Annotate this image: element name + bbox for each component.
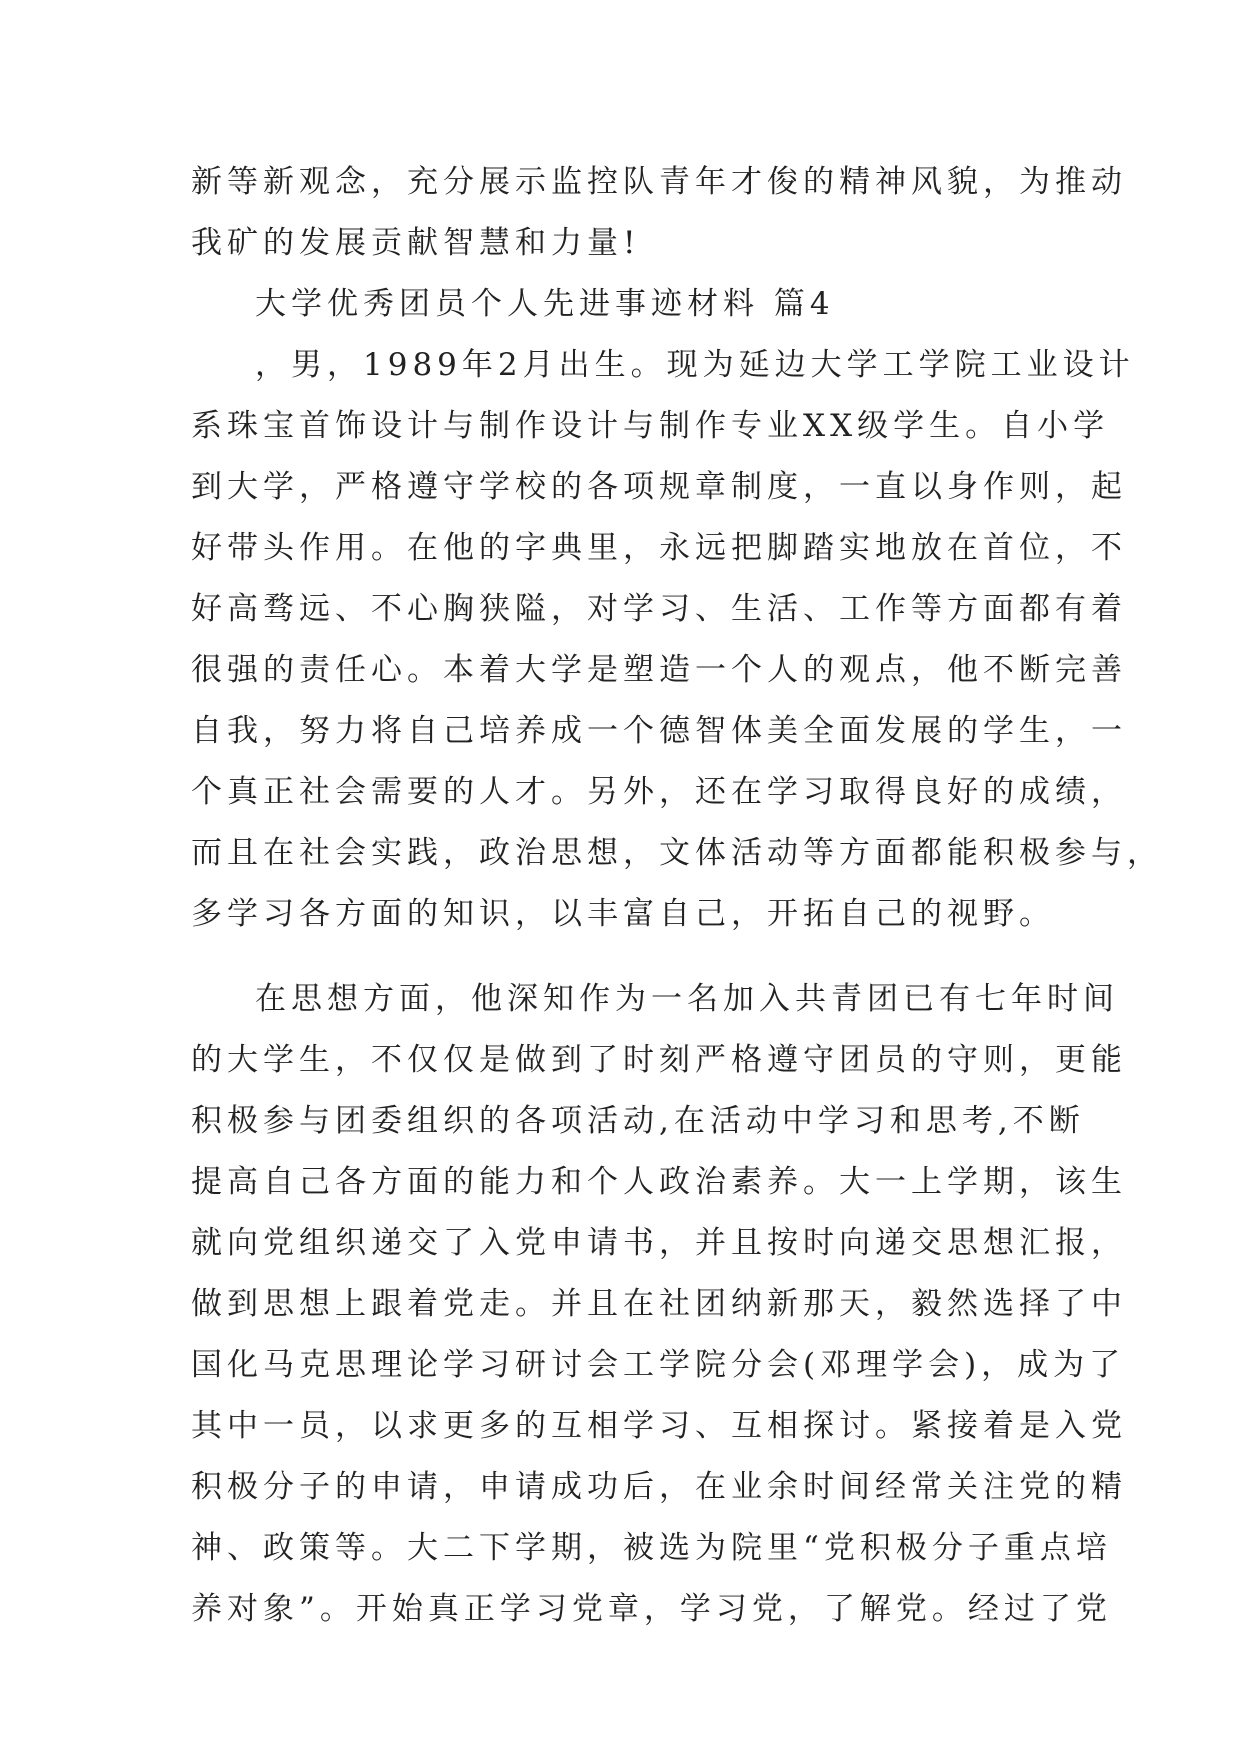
paragraph-first-line: ，男，1989年2月出生。现为延边大学工学院工业设计 [255, 347, 1135, 383]
text-line: 就向党组织递交了入党申请书，并且按时向递交思想汇报， [191, 1225, 1127, 1261]
text-line: 好高骛远、不心胸狭隘，对学习、生活、工作等方面都有着 [191, 591, 1127, 627]
text-line: 其中一员，以求更多的互相学习、互相探讨。紧接着是入党 [191, 1408, 1127, 1444]
text-line: 到大学，严格遵守学校的各项规章制度，一直以身作则，起 [191, 469, 1127, 505]
section-heading: 大学优秀团员个人先进事迹材料 篇4 [255, 286, 835, 322]
text-line: 系珠宝首饰设计与制作设计与制作专业XX级学生。自小学 [191, 408, 1110, 444]
document-body [191, 152, 1163, 1640]
text-line: 很强的责任心。本着大学是塑造一个人的观点，他不断完善 [191, 652, 1127, 688]
text-line: 积极参与团委组织的各项活动,在活动中学习和思考,不断 [191, 1103, 1085, 1139]
text-line: 好带头作用。在他的字典里，永远把脚踏实地放在首位，不 [191, 530, 1127, 566]
text-line: 自我，努力将自己培养成一个德智体美全面发展的学生，一 [191, 713, 1127, 749]
text-line: 养对象”。开始真正学习党章，学习党，了解党。经过了党 [191, 1591, 1112, 1627]
text-line: 多学习各方面的知识，以丰富自己，开拓自己的视野。 [191, 896, 1055, 932]
text-line: 的大学生，不仅仅是做到了时刻严格遵守团员的守则，更能 [191, 1042, 1127, 1078]
text-line: 个真正社会需要的人才。另外，还在学习取得良好的成绩， [191, 774, 1127, 810]
text-line: 做到思想上跟着党走。并且在社团纳新那天，毅然选择了中 [191, 1286, 1127, 1322]
text-line: 而且在社会实践，政治思想，文体活动等方面都能积极参与， [191, 835, 1163, 871]
paragraph-first-line: 在思想方面，他深知作为一名加入共青团已有七年时间 [255, 981, 1119, 1017]
text-line: 提高自己各方面的能力和个人政治素养。大一上学期，该生 [191, 1164, 1127, 1200]
text-line: 积极分子的申请，申请成功后，在业余时间经常关注党的精 [191, 1469, 1127, 1505]
text-line: 新等新观念，充分展示监控队青年才俊的精神风貌，为推动 [191, 164, 1127, 200]
text-line: 国化马克思理论学习研讨会工学院分会(邓理学会)，成为了 [191, 1347, 1126, 1383]
text-line: 我矿的发展贡献智慧和力量! [191, 225, 641, 261]
paragraph-gap [191, 945, 1061, 969]
text-line: 神、政策等。大二下学期，被选为院里“党积极分子重点培 [191, 1530, 1112, 1566]
